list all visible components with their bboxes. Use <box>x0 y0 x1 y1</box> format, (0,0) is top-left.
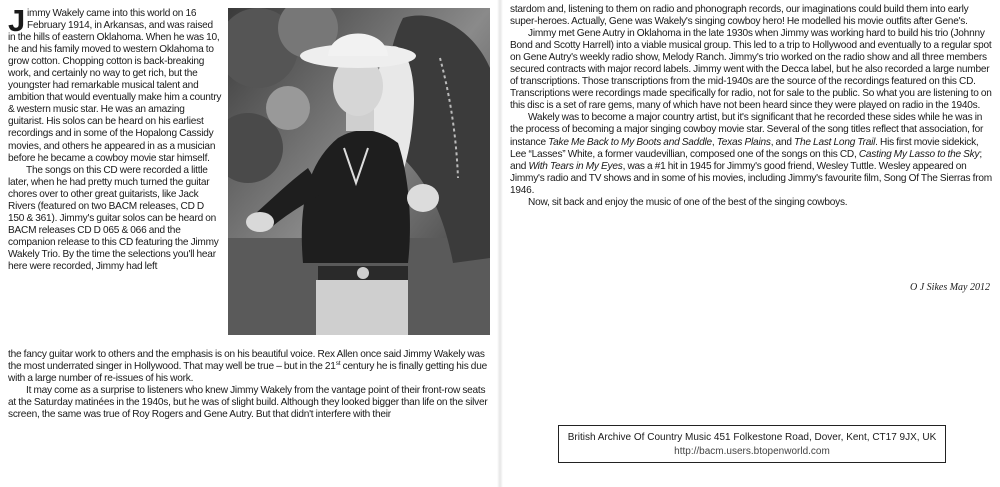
paragraph-songs-continued: the fancy guitar work to others and the emphasis is on his beautiful voice. Rex Allen once said Jimmy Wakely was the most underrated singer in Hollywood. That may well be true – but in the 21st century he is finally getting his due with a large number of re-issues of his work. <box>8 349 487 385</box>
drop-cap: J <box>8 3 26 38</box>
paragraph-major-artist: Wakely was to become a major country artist, but it's significant that he recorded these sides while he was in the process of becoming a major singing cowboy movie star. Several of the song titles reflect that association, for instance Take Me Back to My Boots and Saddle, Texas Plains, and The Last Long Trail. His first movie sidekick, Lee “Lasses” White, a former vaudevillian, composed one of the songs on this CD, Casting My Lasso to the Sky; and With Tears in My Eyes, was a #1 hit in 1945 for Jimmy's good friend, Wesley Tuttle. Wesley appeared on Jimmy's radio and TV shows and in some of his movies, including Jimmy's favourite film, Song Of The Sierras from 1946. <box>510 112 992 196</box>
photo-illustration <box>228 8 490 335</box>
narrow-column <box>8 3 222 273</box>
cowboy-horse-photo <box>228 8 490 335</box>
intro-paragraph: Jimmy Wakely came into this world on 16 February 1914, in Arkansas, and was raised in the hills of eastern Oklahoma. When he was 10, he and his family moved to western Oklahoma to grow cotton. Chopping cotton is back-breaking work, and certainly no way to get rich, but the youngster had remarkable musical talent and ambition that would eventually make him a country & western music star. He was an amazing guitarist. His solos can be heard on his earliest recordings and in some of the Hopalong Cassidy movies, and others he appeared in as a musician before he became a cowboy movie star himself. <box>8 3 222 164</box>
paragraph-gene-autry: Jimmy met Gene Autry in Oklahoma in the late 1930s when Jimmy was working hard to build his trio (Johnny Bond and Scotty Harrell) into a viable musical group. This led to a trip to Hollywood and eventually to a regular spot on Gene Autry's weekly radio show, Melody Ranch. Jimmy's trio worked on the radio show and all three members secured contracts with major record labels. Jimmy went with the Decca label, but he also recorded a large number of transcriptions. Those transcriptions from the mid-1940s are the source of the recordings featured on this CD. Transcriptions were recordings made specifically for radio, not for sale to the public. So what you are listening to on this disc is a set of rare gems, many of which have not been heard since they were played on radio in the 1940s. <box>510 28 992 112</box>
right-column <box>510 4 992 209</box>
author-signature: O J Sikes May 2012 <box>910 282 990 293</box>
paragraph-songs: The songs on this CD were recorded a little later, when he had pretty much turned the guitar chores over to other great guitarists, like Jack Rivers (featured on two BACM releases, CD D 150 & 361). Jimmy's guitar solos can be heard on BACM releases CD D 065 & 066 and the companion release to this CD featuring the Jimmy Wakely Trio. By the time the selections you'll hear here were recorded, Jimmy had left <box>8 164 219 272</box>
wide-column <box>8 349 492 421</box>
paragraph-surprise: It may come as a surprise to listeners who knew Jimmy Wakely from the vantage point of their front-row seats at the Saturday matinées in the 1940s, but he was of slight build. Although they looked bigger than life on the silver screen, the same was true of Roy Rogers and Gene Autry. But that didn't interfere with their <box>8 385 488 421</box>
paragraph-stardom: stardom and, listening to them on radio and phonograph records, our imaginations could build them into early super-heroes. Actually, Gene was Wakely's singing cowboy hero! He modelled his movie outfits after Gene's. <box>510 4 969 28</box>
right-page <box>500 0 1000 487</box>
address-box <box>558 425 946 463</box>
paragraph-enjoy: Now, sit back and enjoy the music of one of the best of the singing cowboys. <box>528 196 848 208</box>
address-text: British Archive Of Country Music 451 Folkestone Road, Dover, Kent, CT17 9JX, UK <box>567 432 937 443</box>
website-url: http://bacm.users.btopenworld.com <box>674 446 830 457</box>
